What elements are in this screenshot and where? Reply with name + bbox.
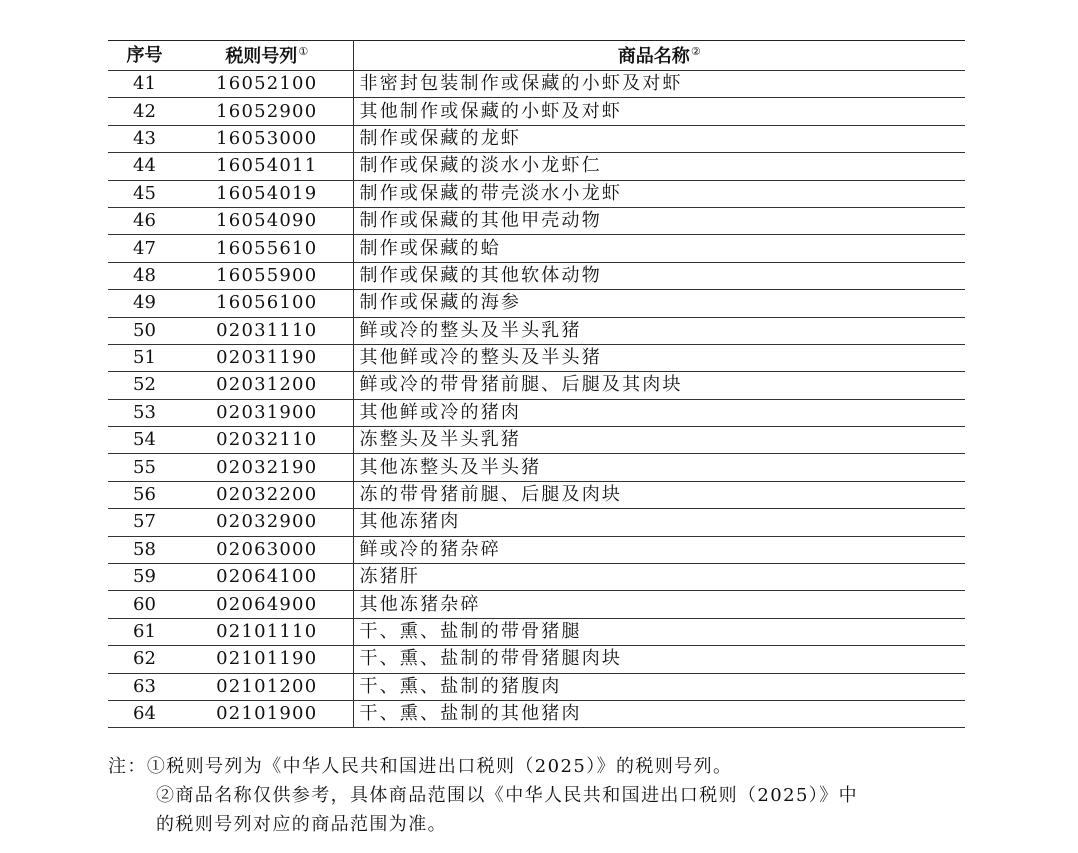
table-row: [108, 646, 965, 673]
cell-seq: 57: [108, 509, 181, 536]
cell-name: 干、熏、盐制的其他猪肉: [353, 700, 965, 727]
cell-name: 其他鲜或冷的猪肉: [353, 399, 965, 426]
table-body: [108, 71, 965, 728]
cell-code: 16052100: [181, 71, 353, 98]
cell-code: 16055900: [181, 262, 353, 289]
cell-seq: 46: [108, 207, 181, 234]
cell-name: 其他冻整头及半头猪: [353, 454, 965, 481]
cell-seq: 45: [108, 180, 181, 207]
cell-seq: 50: [108, 317, 181, 344]
cell-name: 制作或保藏的其他甲壳动物: [353, 207, 965, 234]
cell-name: 制作或保藏的海参: [353, 290, 965, 317]
header-name-label: 商品名称: [617, 45, 690, 67]
cell-seq: 43: [108, 125, 181, 152]
cell-code: 02031200: [181, 372, 353, 399]
cell-name: 制作或保藏的龙虾: [353, 125, 965, 152]
footnotes: [108, 752, 968, 839]
cell-code: 02031190: [181, 344, 353, 371]
cell-code: 02101110: [181, 618, 353, 645]
cell-name: 其他制作或保藏的小虾及对虾: [353, 98, 965, 125]
cell-seq: 53: [108, 399, 181, 426]
cell-seq: 52: [108, 372, 181, 399]
cell-seq: 59: [108, 564, 181, 591]
cell-name: 鲜或冷的带骨猪前腿、后腿及其肉块: [353, 372, 965, 399]
cell-seq: 56: [108, 481, 181, 508]
header-code: [181, 41, 353, 71]
table-row: [108, 509, 965, 536]
header-row: [108, 41, 965, 71]
cell-code: 16052900: [181, 98, 353, 125]
cell-code: 02032110: [181, 427, 353, 454]
table-row: [108, 235, 965, 262]
cell-code: 02063000: [181, 536, 353, 563]
cell-name: 冻整头及半头乳猪: [353, 427, 965, 454]
cell-seq: 44: [108, 153, 181, 180]
header-code-footnote-mark: ①: [298, 44, 309, 58]
cell-code: 16054011: [181, 153, 353, 180]
cell-name: 其他冻猪杂碎: [353, 591, 965, 618]
cell-seq: 64: [108, 700, 181, 727]
cell-name: 其他冻猪肉: [353, 509, 965, 536]
cell-name: 鲜或冷的整头及半头乳猪: [353, 317, 965, 344]
cell-code: 02101900: [181, 700, 353, 727]
header-seq: [108, 41, 181, 71]
cell-code: 02064100: [181, 564, 353, 591]
cell-name: 制作或保藏的蛤: [353, 235, 965, 262]
table-row: [108, 125, 965, 152]
header-name-footnote-mark: ②: [690, 44, 701, 58]
table-row: [108, 700, 965, 727]
cell-name: 干、熏、盐制的猪腹肉: [353, 673, 965, 700]
cell-code: 16053000: [181, 125, 353, 152]
table-row: [108, 98, 965, 125]
table-row: [108, 372, 965, 399]
cell-name: 鲜或冷的猪杂碎: [353, 536, 965, 563]
cell-seq: 49: [108, 290, 181, 317]
table-row: [108, 290, 965, 317]
cell-seq: 61: [108, 618, 181, 645]
table-row: [108, 153, 965, 180]
cell-name: 干、熏、盐制的带骨猪腿肉块: [353, 646, 965, 673]
table-row: [108, 427, 965, 454]
cell-code: 02064900: [181, 591, 353, 618]
footnote-prefix: 注：: [108, 756, 147, 777]
tariff-table: [108, 40, 965, 728]
cell-seq: 58: [108, 536, 181, 563]
table-header: [108, 41, 965, 71]
cell-code: 02032900: [181, 509, 353, 536]
cell-seq: 42: [108, 98, 181, 125]
footnote-2-line-2: 的税则号列对应的商品范围为准。: [156, 814, 447, 835]
cell-code: 02031110: [181, 317, 353, 344]
footnote-1: [108, 752, 968, 781]
cell-code: 02101190: [181, 646, 353, 673]
table-row: [108, 481, 965, 508]
table-row: [108, 673, 965, 700]
cell-seq: 60: [108, 591, 181, 618]
table-row: [108, 344, 965, 371]
header-name: [353, 41, 965, 71]
cell-code: 02032190: [181, 454, 353, 481]
cell-name: 制作或保藏的带壳淡水小龙虾: [353, 180, 965, 207]
table-row: [108, 564, 965, 591]
table-row: [108, 262, 965, 289]
tariff-table-container: [108, 40, 965, 728]
cell-seq: 63: [108, 673, 181, 700]
cell-code: 02031900: [181, 399, 353, 426]
header-code-label: 税则号列: [225, 45, 298, 67]
cell-code: 16054019: [181, 180, 353, 207]
cell-code: 16054090: [181, 207, 353, 234]
table-row: [108, 71, 965, 98]
table-row: [108, 317, 965, 344]
cell-name: 冻猪肝: [353, 564, 965, 591]
header-seq-label: 序号: [126, 44, 163, 66]
cell-seq: 54: [108, 427, 181, 454]
cell-code: 02032200: [181, 481, 353, 508]
table-row: [108, 591, 965, 618]
footnote-1-text: ①税则号列为《中华人民共和国进出口税则（2025）》的税则号列。: [146, 756, 733, 777]
cell-code: 16055610: [181, 235, 353, 262]
cell-name: 制作或保藏的其他软体动物: [353, 262, 965, 289]
table-row: [108, 536, 965, 563]
cell-seq: 55: [108, 454, 181, 481]
cell-name: 干、熏、盐制的带骨猪腿: [353, 618, 965, 645]
cell-seq: 47: [108, 235, 181, 262]
table-row: [108, 180, 965, 207]
cell-seq: 51: [108, 344, 181, 371]
footnote-2-line-1: ②商品名称仅供参考，具体商品范围以《中华人民共和国进出口税则（2025）》中: [156, 785, 859, 806]
cell-code: 16056100: [181, 290, 353, 317]
cell-seq: 48: [108, 262, 181, 289]
cell-name: 制作或保藏的淡水小龙虾仁: [353, 153, 965, 180]
cell-name: 非密封包装制作或保藏的小虾及对虾: [353, 71, 965, 98]
cell-name: 其他鲜或冷的整头及半头猪: [353, 344, 965, 371]
cell-code: 02101200: [181, 673, 353, 700]
cell-seq: 62: [108, 646, 181, 673]
table-row: [108, 207, 965, 234]
cell-seq: 41: [108, 71, 181, 98]
table-row: [108, 454, 965, 481]
cell-name: 冻的带骨猪前腿、后腿及肉块: [353, 481, 965, 508]
table-row: [108, 399, 965, 426]
table-row: [108, 618, 965, 645]
